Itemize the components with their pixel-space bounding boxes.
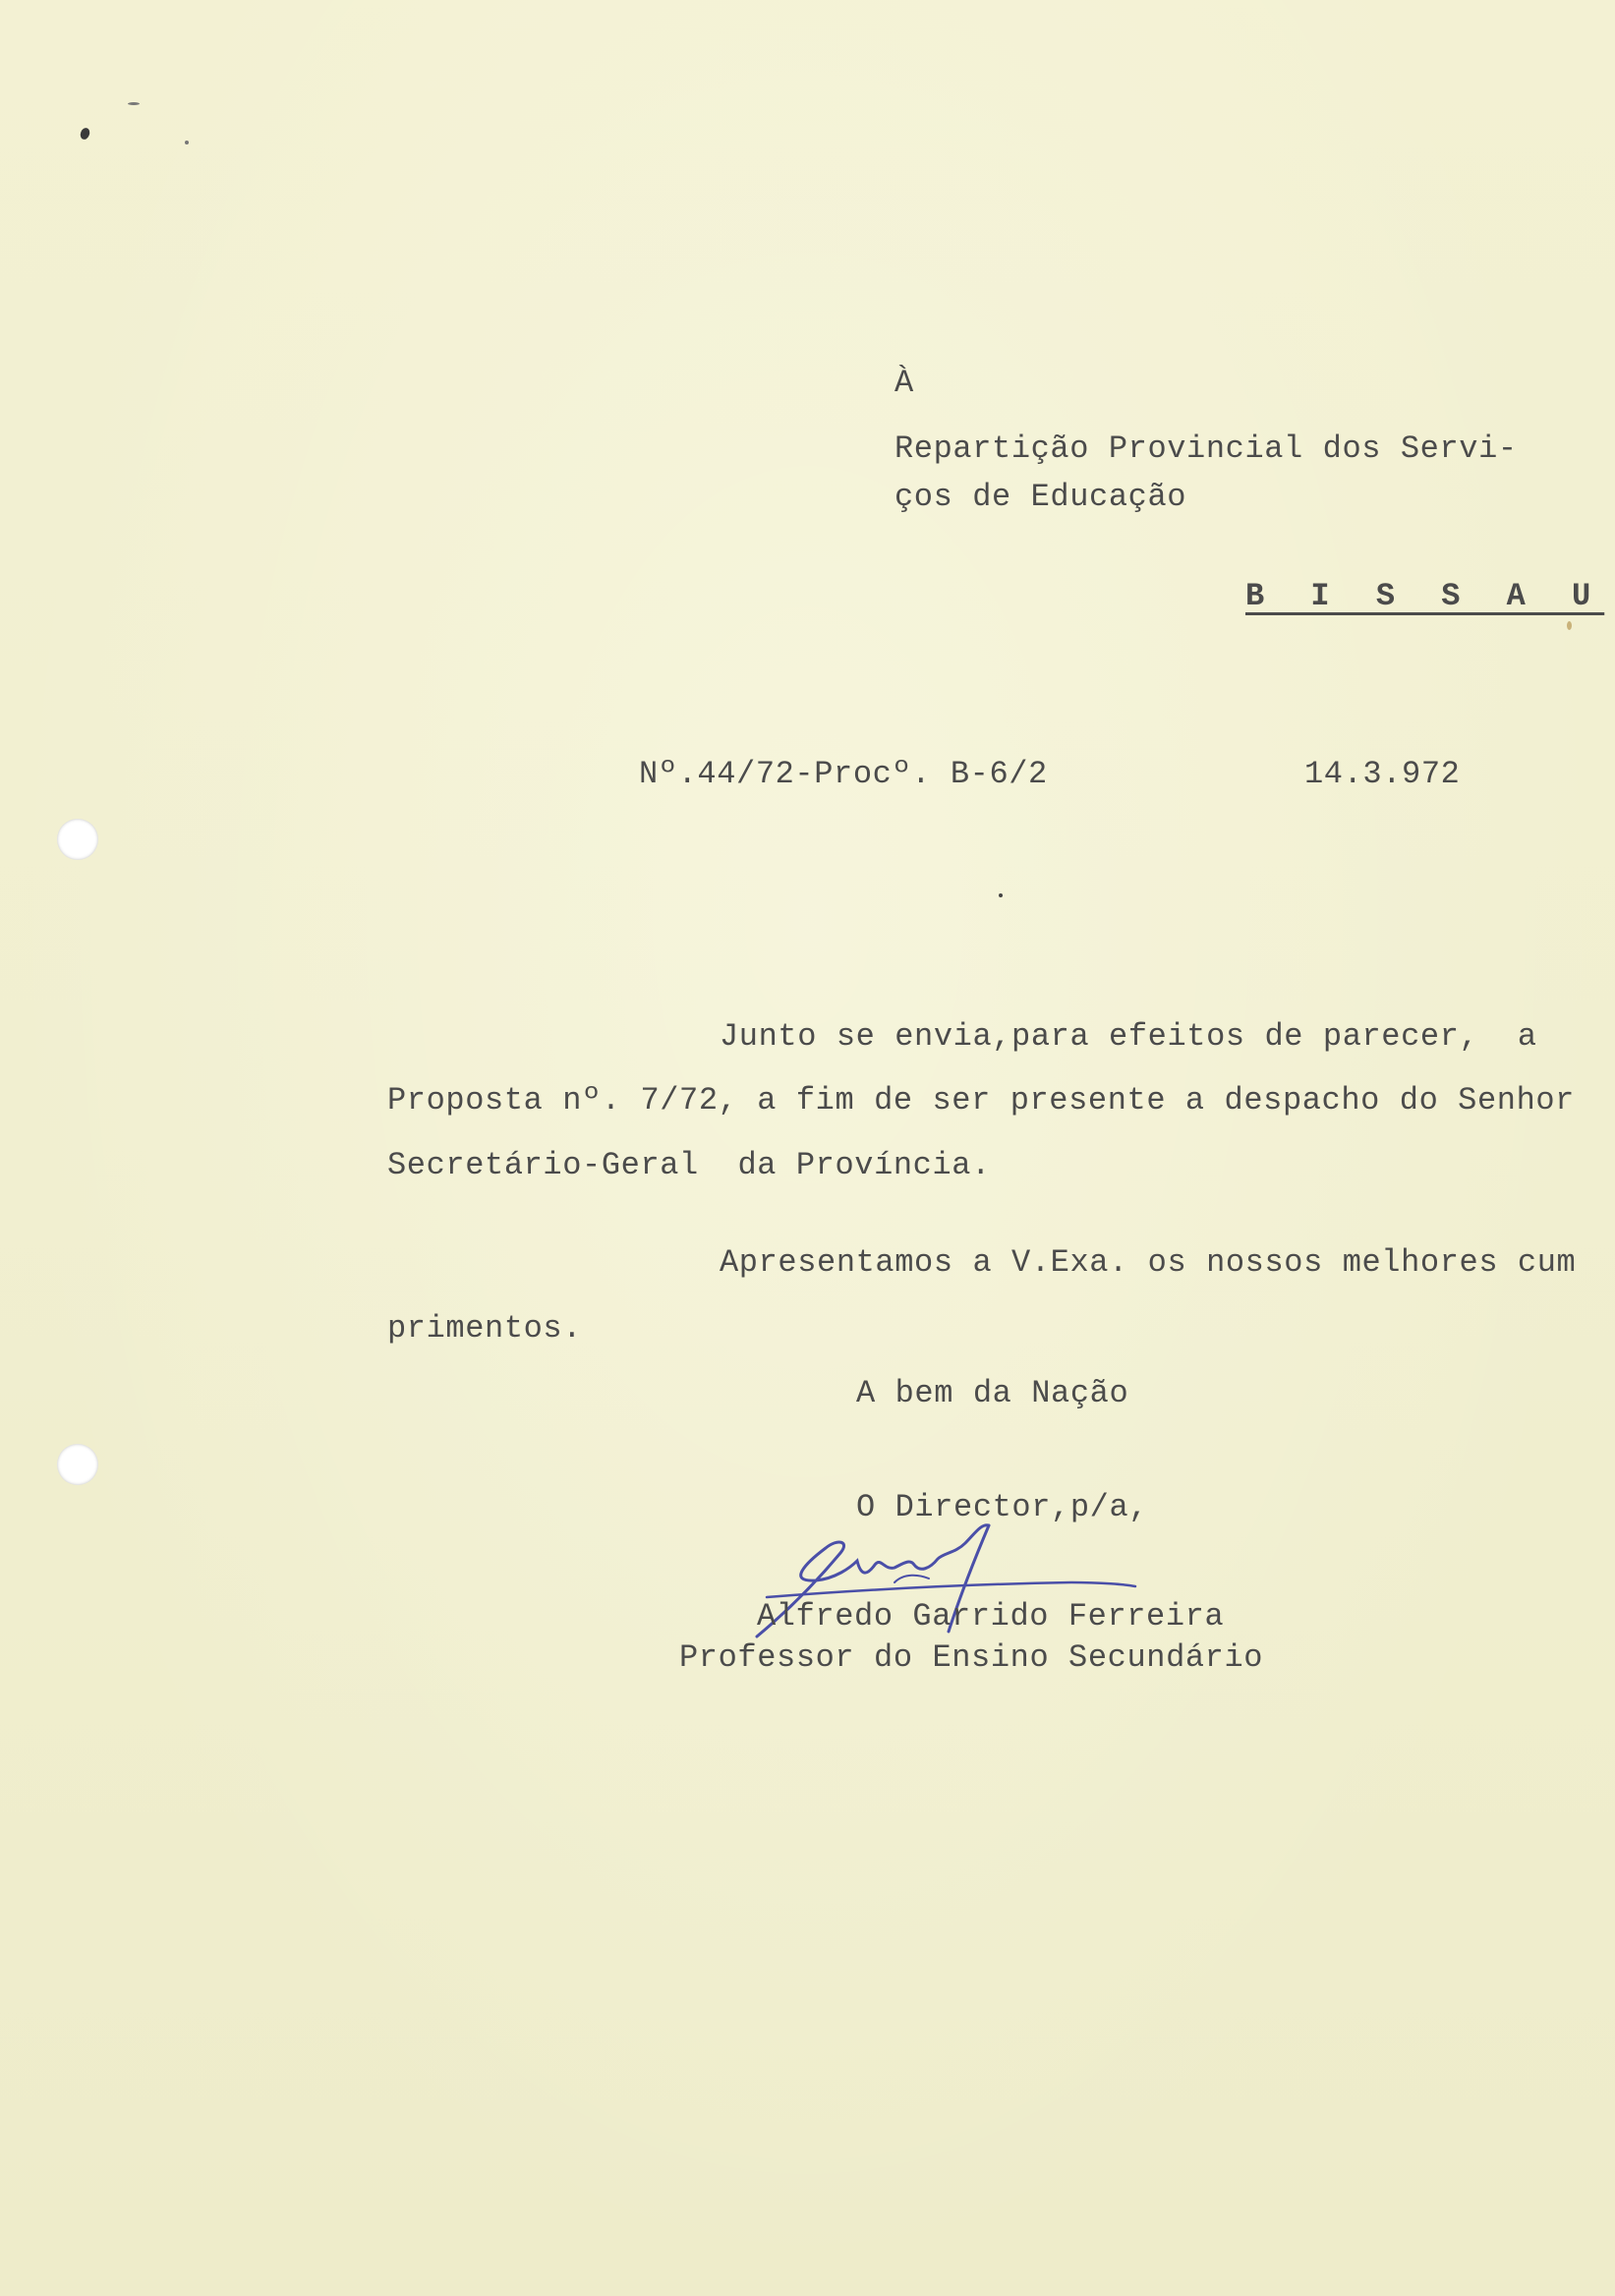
signatory-position: Professor do Ensino Secundário — [679, 1639, 1264, 1676]
body-paragraph-2-line-1: Apresentamos a V.Exa. os nossos melhores cum — [720, 1244, 1577, 1281]
punch-hole-bottom — [57, 1444, 98, 1485]
body-paragraph-1-line-1: Junto se envia,para efeitos de parecer, a — [720, 1018, 1537, 1055]
addressee-line-1: Repartição Provincial dos Servi- — [894, 430, 1518, 467]
ink-mark — [999, 893, 1003, 897]
body-paragraph-2-line-2: primentos. — [387, 1310, 583, 1347]
salutation: A bem da Nação — [856, 1375, 1129, 1411]
reference-number: Nº.44/72-Procº. B-6/2 — [639, 756, 1048, 792]
punch-hole-top — [57, 819, 98, 860]
ink-mark — [128, 102, 140, 105]
ink-mark — [79, 127, 91, 141]
reference-date: 14.3.972 — [1304, 756, 1461, 792]
addressee-line-2: ços de Educação — [894, 479, 1187, 515]
body-paragraph-1-line-3: Secretário-Geral da Província. — [387, 1147, 991, 1183]
addressee-city: B I S S A U — [1245, 578, 1605, 614]
ink-mark — [1567, 621, 1572, 630]
signature-title: O Director,p/a, — [856, 1489, 1149, 1525]
signatory-name: Alfredo Garrido Ferreira — [757, 1598, 1225, 1635]
addressee-prefix: À — [894, 365, 914, 401]
ink-mark — [185, 141, 189, 144]
body-paragraph-1-line-2: Proposta nº. 7/72, a fim de ser presente a despacho do Senhor — [387, 1082, 1575, 1119]
